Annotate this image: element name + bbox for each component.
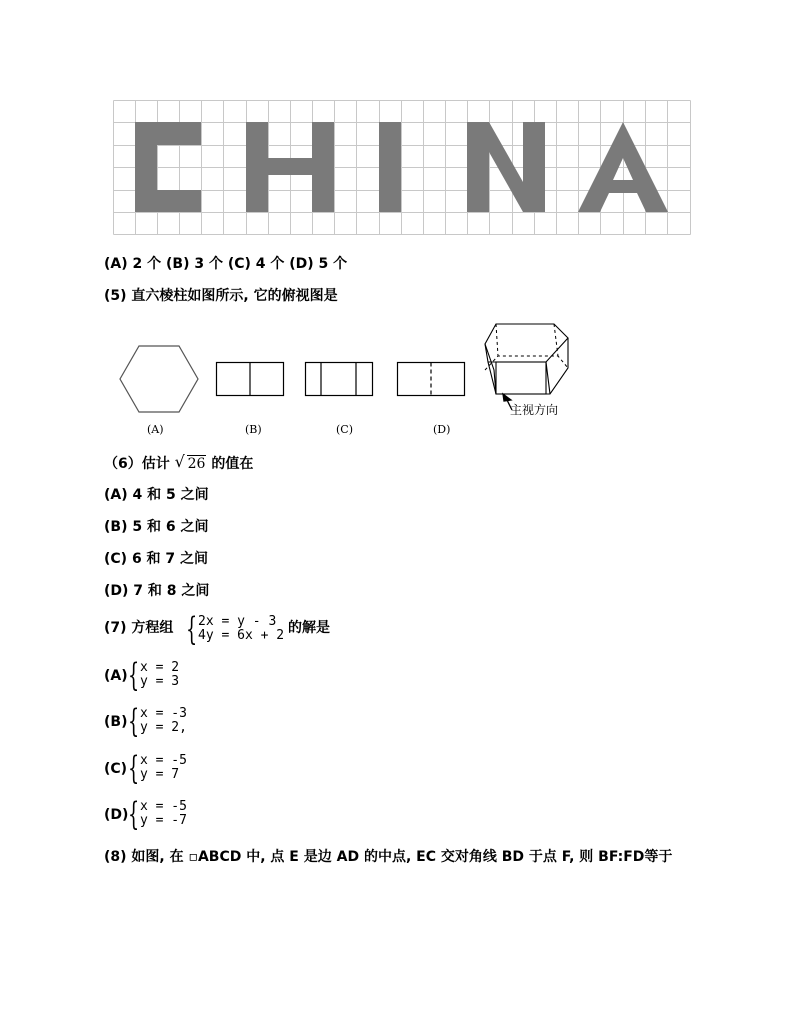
q7-option-a-system: [128, 656, 180, 694]
china-grid-figure: [113, 100, 691, 235]
q7-option-c-system: [128, 749, 187, 787]
rect-figure-c: [304, 361, 376, 399]
q7-equation-system: [186, 610, 285, 648]
solution-line: y = 3: [140, 674, 180, 689]
solution-text: y = 2: [140, 720, 180, 735]
radicand: 26: [187, 456, 206, 472]
q6-stem: [104, 452, 254, 473]
q6-option-d: (D) 7 和 8 之间: [104, 583, 210, 599]
q5-label-a: (A): [147, 423, 164, 436]
q5-label-b: (B): [245, 423, 262, 436]
rect-figure-d: [396, 361, 468, 399]
solution-line: [140, 721, 187, 735]
q5-stem: (5) 直六棱柱如图所示, 它的俯视图是: [104, 288, 338, 304]
solution-line: x = -5: [140, 753, 187, 768]
q7-option-a-label: (A): [104, 668, 128, 684]
rect-figure-b: [215, 361, 287, 399]
hexagon-figure-a: [118, 344, 200, 416]
viewing-direction-label: 主视方向: [510, 403, 559, 417]
q6-option-c: (C) 6 和 7 之间: [104, 551, 209, 567]
q5-label-d: (D): [433, 423, 451, 436]
solution-line: x = -3: [140, 706, 187, 721]
q6-option-b: (B) 5 和 6 之间: [104, 519, 209, 535]
q6-option-a: (A) 4 和 5 之间: [104, 487, 209, 503]
solution-suffix: ,: [179, 720, 187, 735]
left-brace-icon: {: [128, 702, 140, 740]
q6-stem-before: （6）估计: [104, 456, 175, 472]
sqrt-expression: [174, 452, 207, 473]
left-brace-icon: {: [128, 795, 140, 833]
q7-option-d-system: [128, 795, 187, 833]
q7-option-c-label: (C): [104, 761, 128, 777]
radical-sign: √: [174, 452, 185, 471]
q6-stem-after: 的值在: [206, 456, 254, 472]
q7-option-d-label: (D): [104, 807, 129, 823]
left-brace-icon: {: [128, 749, 140, 787]
equation-line: 2x = y - 3: [198, 614, 277, 629]
q7-option-b-system: [128, 702, 187, 740]
solution-line: y = 7: [140, 767, 180, 782]
q7-stem-before: (7) 方程组: [104, 620, 174, 636]
q5-label-c: (C): [336, 423, 353, 436]
q4-options: (A) 2 个 (B) 3 个 (C) 4 个 (D) 5 个: [104, 256, 348, 272]
solution-line: x = -5: [140, 799, 187, 814]
left-brace-icon: {: [128, 656, 140, 694]
q7-option-b-label: (B): [104, 714, 128, 730]
letter-n: [467, 122, 545, 212]
q7-stem-after: 的解是: [288, 620, 330, 636]
solution-line: x = 2: [140, 660, 180, 675]
q8-stem: (8) 如图, 在 ▫ABCD 中, 点 E 是边 AD 的中点, EC 交对角线 BD 于点 F, 则 BF:FD等于: [104, 849, 673, 865]
solution-line: y = -7: [140, 813, 187, 828]
letter-i: [379, 122, 401, 212]
equation-line: 4y = 6x + 2: [198, 628, 285, 643]
left-brace-icon: {: [186, 610, 198, 648]
